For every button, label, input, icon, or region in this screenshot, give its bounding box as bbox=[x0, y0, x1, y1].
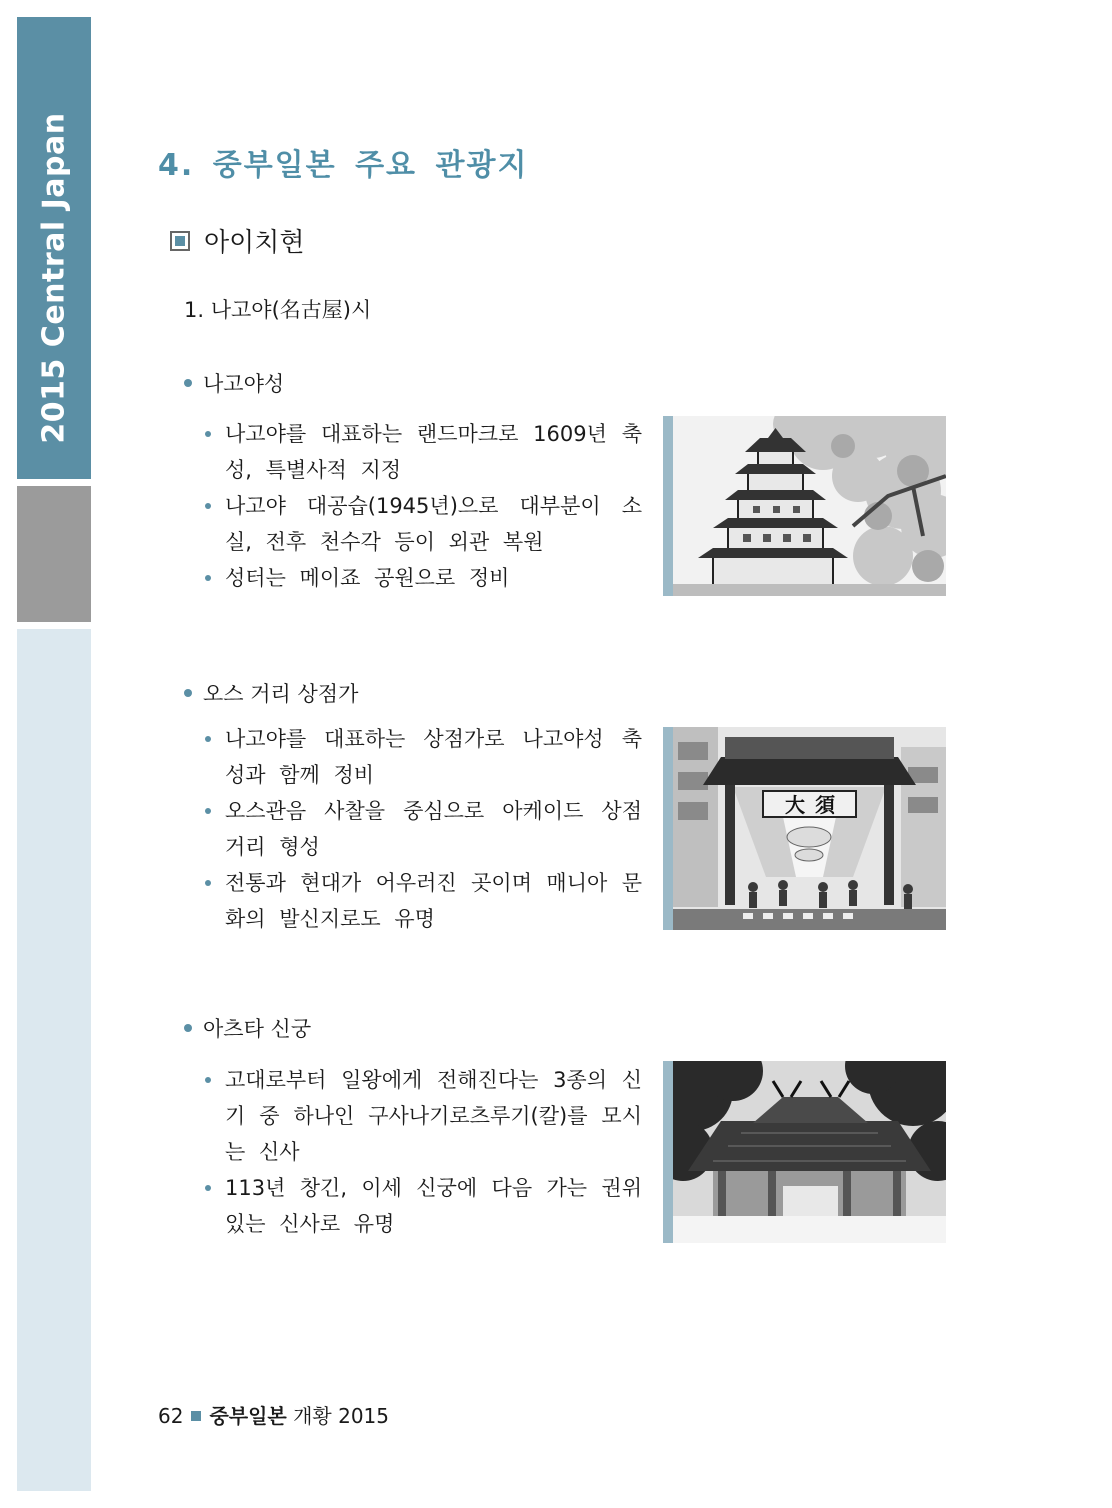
page-footer bbox=[158, 1400, 389, 1429]
list-item: 113년 창긴, 이세 신궁에 다음 가는 권위 있는 신사로 유명 bbox=[202, 1170, 642, 1242]
list-item: 고대로부터 일왕에게 전해진다는 3종의 신기 중 하나인 구사나기로츠루기(칼)를 모시는 신사 bbox=[202, 1062, 642, 1170]
photo-accent-bar bbox=[663, 1061, 673, 1243]
sign-char-1: 大 bbox=[785, 793, 805, 817]
atsuta-shrine-photo bbox=[663, 1061, 946, 1243]
list-item: 성터는 메이죠 공원으로 정비 bbox=[202, 560, 642, 596]
shrine-illustration bbox=[673, 1061, 946, 1243]
attraction-title-text: 아츠타 신궁 bbox=[203, 1017, 312, 1041]
attraction-title-text: 오스 거리 상점가 bbox=[203, 682, 359, 706]
photo-accent-bar bbox=[663, 727, 673, 930]
list-item: 오스관음 사찰을 중심으로 아케이드 상점거리 형성 bbox=[202, 793, 642, 865]
nagoya-castle-photo bbox=[663, 416, 946, 596]
city-heading: 1. 나고야(名古屋)시 bbox=[184, 298, 372, 322]
attraction-title-nagoya-castle bbox=[184, 368, 284, 398]
prefecture-heading bbox=[170, 222, 304, 259]
list-item: 전통과 현대가 어우러진 곳이며 매니아 문화의 발신지로도 유명 bbox=[202, 865, 642, 937]
sidebar-bottom-band bbox=[17, 629, 91, 1491]
list-item: 나고야 대공습(1945년)으로 대부분이 소실, 전후 천수각 등이 외관 복원 bbox=[202, 488, 642, 560]
bullet-dot-icon bbox=[184, 689, 192, 697]
footer-subtitle: 개황 2015 bbox=[293, 1404, 389, 1428]
attraction-description-list bbox=[202, 1062, 642, 1242]
sidebar-middle-band bbox=[17, 486, 91, 622]
photo-accent-bar bbox=[663, 416, 673, 596]
prefecture-label: 아이치현 bbox=[204, 228, 305, 258]
list-item: 나고야를 대표하는 랜드마크로 1609년 축성, 특별사적 지정 bbox=[202, 416, 642, 488]
castle-illustration bbox=[673, 416, 946, 596]
footer-square-icon bbox=[191, 1411, 201, 1421]
list-item: 나고야를 대표하는 상점가로 나고야성 축성과 함께 정비 bbox=[202, 721, 642, 793]
sidebar-label: 2015 Central Japan bbox=[36, 112, 72, 444]
section-title: 4. 중부일본 주요 관광지 bbox=[158, 148, 529, 183]
attraction-title-atsuta-shrine bbox=[184, 1013, 311, 1043]
footer-brand: 중부일본 bbox=[209, 1404, 287, 1428]
attraction-description-list bbox=[202, 416, 642, 596]
sign-char-2: 須 bbox=[815, 793, 835, 817]
bullet-dot-icon bbox=[184, 379, 192, 387]
osu-street-photo bbox=[663, 727, 946, 930]
attraction-title-osu-shopping-street bbox=[184, 678, 358, 708]
arcade-illustration bbox=[673, 727, 946, 930]
attraction-description-list bbox=[202, 721, 642, 937]
square-bullet-icon bbox=[170, 231, 190, 251]
bullet-dot-icon bbox=[184, 1024, 192, 1032]
attraction-title-text: 나고야성 bbox=[203, 372, 285, 396]
page-number: 62 bbox=[158, 1404, 184, 1428]
